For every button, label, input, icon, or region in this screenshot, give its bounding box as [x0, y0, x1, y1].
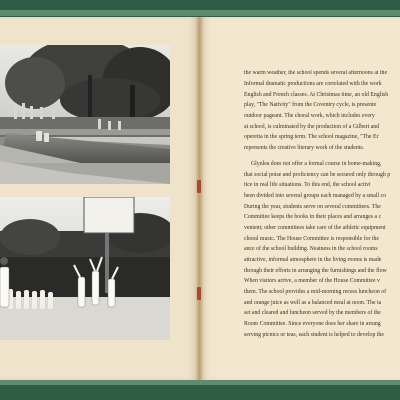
- text-line: that social poise and proficiency can be secured only through p: [244, 171, 391, 178]
- text-line: Informal dramatic productions are correlated with the work: [244, 81, 382, 87]
- text-line: choral music. The House Committee is responsible for the: [244, 235, 379, 242]
- top-cover-edge: [0, 10, 400, 16]
- text-line: through their efforts in arranging the furnishings and the flow: [244, 267, 387, 274]
- text-line: been divided into several groups each managed by a small co: [244, 193, 386, 199]
- bottom-cover-edge: [0, 380, 400, 385]
- pool-scene-image: [0, 45, 170, 184]
- body-text: [244, 70, 400, 338]
- photo-swimming-pool: [0, 45, 170, 184]
- text-line: and orange juice as well as a balanced meal at noon. The ta: [244, 299, 382, 306]
- photo-basketball-game: [0, 197, 170, 340]
- text-line: venient; other committees take care of the athletic equipment: [244, 225, 386, 231]
- text-line: the warm weather, the school spends several afternoons at the: [244, 70, 388, 76]
- text-line: Room Committee. Since everyone does her share in arrang: [244, 321, 381, 327]
- text-line: Glynlea does not offer a formal course in home-making,: [251, 161, 382, 167]
- staple-top: [197, 180, 201, 193]
- book-gutter: [196, 17, 203, 380]
- text-line: set and cleared and luncheon served by the members of the: [244, 310, 381, 316]
- text-line: When visitors arrive, a member of the House Committee v: [244, 278, 380, 284]
- text-line: at school, is culminated by the production of a Gilbert and: [244, 123, 380, 130]
- text-line: tice in real life situations. To this end, the school activi: [244, 182, 371, 188]
- text-line: represents the creative literary work of the students.: [244, 145, 365, 151]
- text-line: English and French classes. At Christmas time, an old English: [244, 91, 389, 98]
- text-line: Committee keeps the books in their places and arranges a c: [244, 214, 382, 220]
- staple-bottom: [197, 287, 201, 300]
- text-line: operetta in the spring term. The school magazine, "The Er: [244, 134, 379, 140]
- text-line: play, "The Nativity" from the Coventry cycle, is presente: [244, 102, 377, 108]
- text-line: serving picnics or teas, each student is helped to develop the: [244, 331, 384, 338]
- text-line: them. The school provides a mid-morning recess luncheon of: [244, 289, 387, 295]
- text-line: ance of the school building. Neatness in the school rooms: [244, 246, 378, 252]
- basketball-scene-image: [0, 197, 170, 340]
- text-line: During the year, students serve on several committees. The: [244, 203, 381, 210]
- text-line: attractive, informal atmosphere in the living rooms is made: [244, 257, 382, 263]
- text-line: outdoor pageant. The choral work, which includes every: [244, 113, 375, 119]
